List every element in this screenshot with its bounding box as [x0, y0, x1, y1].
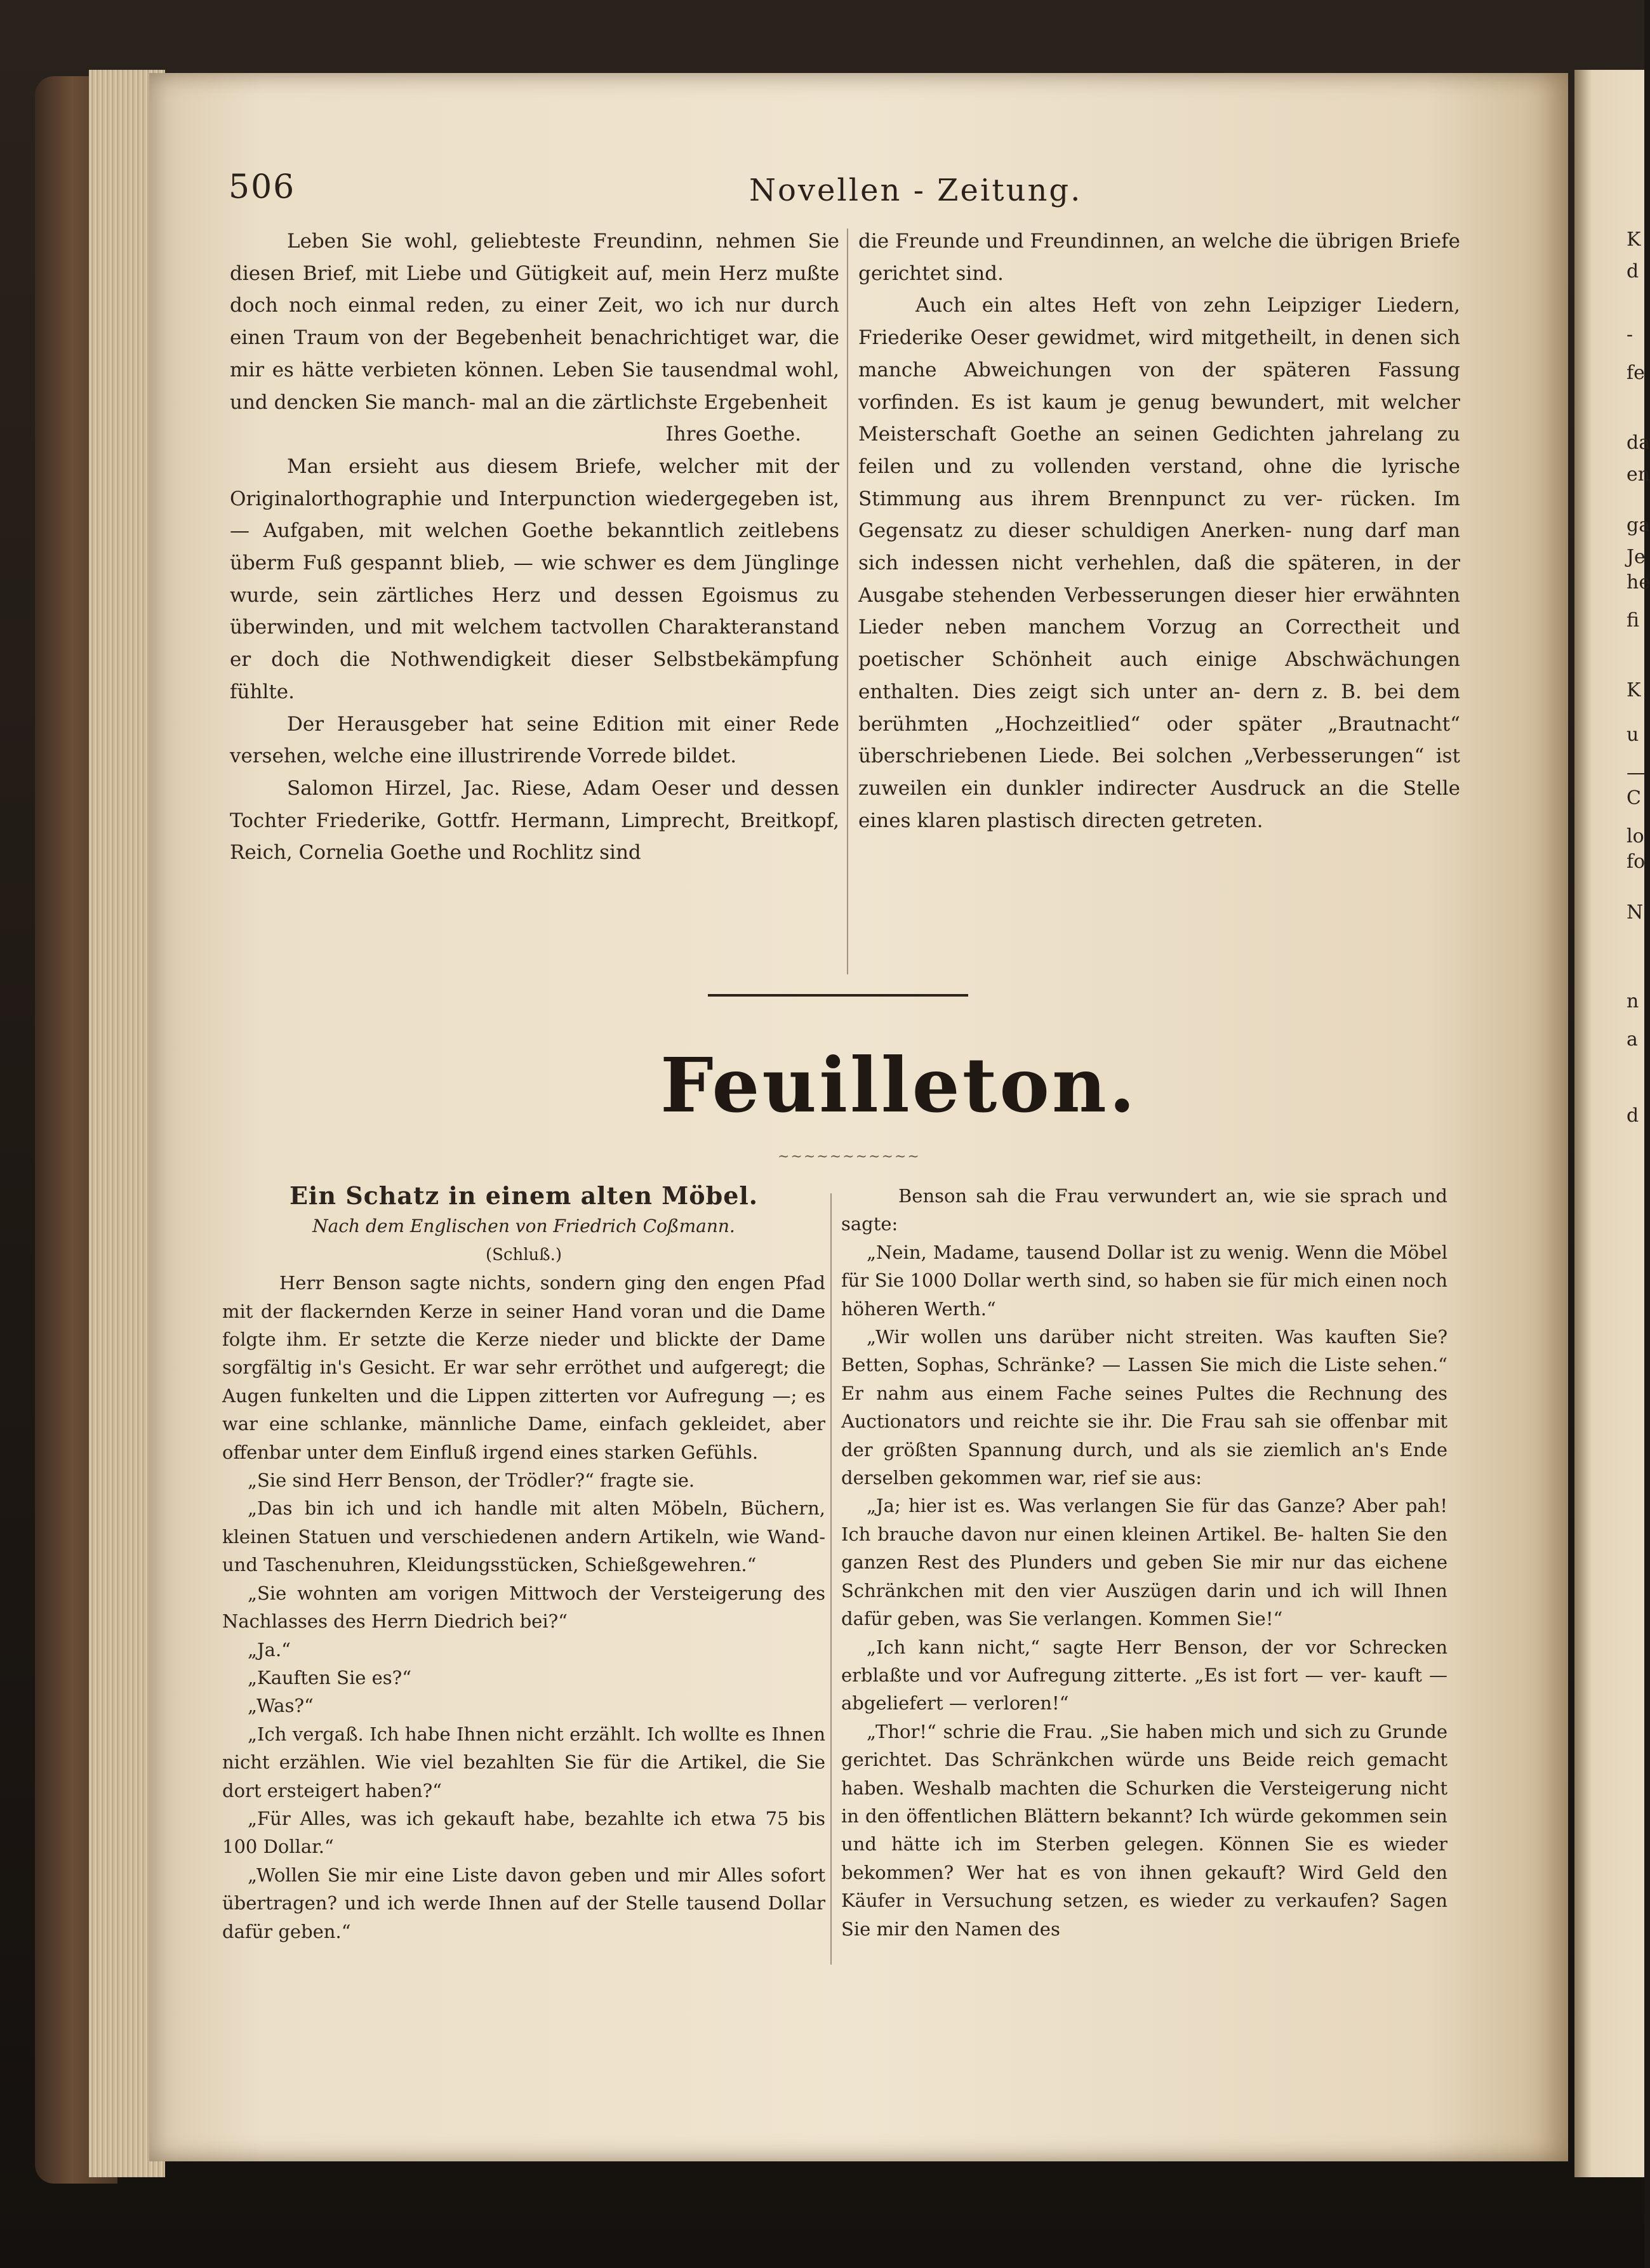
- next-page-fragment: lo: [1627, 825, 1644, 847]
- journal-title: Novellen - Zeitung.: [749, 173, 1082, 208]
- dialog-line: „Das bin ich und ich handle mit alten Möbeln, Büchern, kleinen Statuen und verschiedenen andern Artikeln, wie Wand- und Taschenuhren, Kleidungsstücken, Schießgewehren.“: [222, 1497, 825, 1576]
- story-title: Ein Schatz in einem alten Möbel.: [289, 1181, 759, 1210]
- next-page-fragment: fe: [1627, 362, 1645, 384]
- section-heading: Feuilleton.: [660, 1041, 1138, 1129]
- next-page-fragment: he: [1627, 571, 1650, 594]
- paragraph: Herr Benson sagte nichts, sondern ging den engen Pfad mit der flackernden Kerze in seiner Hand voran und die Dame folgte ihm. Er setzte die Kerze nieder und blickte der Dame sorgfältig in's Gesicht. Er war sehr erröthet und aufgeregt; die Augen funkelten und die Lippen zitterten vor Aufregung —; es war eine schlanke, männliche Dame, einfach gekleidet, aber offenbar unter dem Einfluß irgend eines starken Gefühls.: [222, 1272, 825, 1463]
- column-divider: [847, 229, 848, 974]
- dialog-line: „Ja; hier ist es. Was verlangen Sie für das Ganze? Aber pah! Ich brauche davon nur einen kleinen Artikel. Be- halten Sie den ganzen Rest des Plunders und geben Sie mir nur das eichene Schränkchen mit den vier Auszügen darin und ich will Ihnen dafür geben, was Sie verlangen. Kommen Sie!“: [841, 1495, 1447, 1630]
- ornament: ~~~~~~~~~~~: [778, 1149, 921, 1165]
- dialog-line: „Kauften Sie es?“: [248, 1666, 412, 1688]
- dialog-line: „Sie sind Herr Benson, der Trödler?“ fragte sie.: [248, 1469, 695, 1492]
- story-subtitle: Nach dem Englischen von Friedrich Coßmann.: [312, 1216, 735, 1237]
- story-continuation: (Schluß.): [485, 1245, 562, 1264]
- column-divider: [830, 1193, 832, 1965]
- paragraph: Salomon Hirzel, Jac. Riese, Adam Oeser und dessen Tochter Friederike, Gottfr. Hermann, Limprecht, Breitkopf, Reich, Cornelia Goethe und Rochlitz sind: [230, 776, 839, 865]
- letter-closing: Leben Sie wohl, geliebteste Freundinn, nehmen Sie diesen Brief, mit Liebe und Gütigkeit auf, mein Herz mußte doch noch einmal reden, zu einer Zeit, wo ich nur durch einen Traum von der Begebenheit benachrichtiget war, die mir es hätte verbieten können. Leben Sie tausendmal wohl, und dencken Sie manch- mal an die zärtlichste Ergebenheit: [230, 230, 839, 414]
- dialog-line: „Wollen Sie mir eine Liste davon geben und mir Alles sofort übertragen? und ich werde Ihnen auf der Stelle tausend Dollar dafür geben.“: [222, 1864, 825, 1942]
- next-page-fragment: Je: [1627, 546, 1646, 568]
- next-page-fragment: a: [1627, 1028, 1638, 1051]
- next-page-fragment: da: [1627, 432, 1650, 454]
- next-page-fragment: K: [1627, 679, 1641, 701]
- next-page-fragment: -: [1627, 324, 1633, 346]
- next-page-fragment: d: [1627, 1104, 1639, 1127]
- signature: Ihres Goethe.: [665, 423, 801, 446]
- next-page-fragment: ga: [1627, 514, 1650, 536]
- dialog-line: „Ja.“: [248, 1638, 291, 1661]
- dialog-line: „Für Alles, was ich gekauft habe, bezahlte ich etwa 75 bis 100 Dollar.“: [222, 1807, 825, 1858]
- paragraph: Man ersieht aus diesem Briefe, welcher mit der Originalorthographie und Interpunction wiedergegeben ist, — Aufgaben, mit welchen Goethe bekanntlich zeitlebens überm Fuß gespannt blieb, — wie schwer es dem Jünglinge wurde, sein zärtliches Herz und dessen Egoismus zu überwinden, und mit welchem tactvollen Charakteranstand er doch die Nothwendigkeit dieser Selbstbekämpfung fühlte.: [230, 454, 839, 703]
- dialog-line: „Thor!“ schrie die Frau. „Sie haben mich und sich zu Grunde gerichtet. Das Schränkchen würde uns Beide reich gemacht haben. Weshalb machten die Schurken die Versteigerung nicht in den öffentlichen Blättern bekannt? Ich würde gekommen sein und hätte ich im Sterben gelegen. Können Sie es wieder bekommen? Wer hat es von ihnen gekauft? Wird Geld den Käufer in Versuchung setzen, es wieder zu verkaufen? Sagen Sie mir den Namen des: [841, 1720, 1447, 1940]
- next-page-fragment: d: [1627, 260, 1639, 282]
- dialog-line: „Nein, Madame, tausend Dollar ist zu wenig. Wenn die Möbel für Sie 1000 Dollar werth sind, so haben sie für mich einen noch höheren Werth.“: [841, 1241, 1447, 1320]
- paragraph: Der Herausgeber hat seine Edition mit einer Rede versehen, welche eine illustrirende Vorrede bildet.: [230, 712, 839, 768]
- next-page-fragment: N: [1627, 901, 1644, 924]
- next-page-fragment: u: [1627, 724, 1639, 746]
- dialog-line: „Ich vergaß. Ich habe Ihnen nicht erzählt. Ich wollte es Ihnen nicht erzählen. Wie viel bezahlten Sie für die Artikel, die Sie dort ersteigert haben?“: [222, 1723, 825, 1801]
- page-number: 506: [229, 168, 296, 206]
- story-left-column: [222, 1182, 825, 1946]
- dialog-line: „Wir wollen uns darüber nicht streiten. Was kauften Sie? Betten, Sophas, Schränke? — Lassen Sie mich die Liste sehen.“ Er nahm aus einem Fache seines Pultes die Rechnung des Auctionators und reichte sie ihr. Die Frau sah sie offenbar mit der größten Spannung durch, und als sie ziemlich an's Ende derselben gekommen war, rief sie aus:: [841, 1326, 1447, 1489]
- paragraph: die Freunde und Freundinnen, an welche die übrigen Briefe gerichtet sind.: [858, 230, 1460, 285]
- dialog-line: „Ich kann nicht,“ sagte Herr Benson, der vor Schrecken erblaßte und vor Aufregung zitterte. „Es ist fort — ver- kauft — abgeliefert — verloren!“: [841, 1636, 1447, 1714]
- top-right-column: [858, 225, 1460, 837]
- story-right-column: [841, 1182, 1447, 1943]
- next-page-fragment: C: [1627, 787, 1641, 809]
- next-page-fragment: —: [1627, 762, 1646, 784]
- dialog-line: „Was?“: [248, 1695, 314, 1717]
- top-left-column: [230, 225, 839, 869]
- paragraph: Benson sah die Frau verwundert an, wie sie sprach und sagte:: [841, 1185, 1447, 1235]
- next-page-fragment: fo: [1627, 851, 1646, 873]
- next-page-fragment: fi: [1627, 609, 1640, 632]
- next-page-fragment: en: [1627, 463, 1650, 486]
- section-divider: [708, 994, 968, 997]
- next-page-fragment: n: [1627, 990, 1639, 1012]
- dialog-line: „Sie wohnten am vorigen Mittwoch der Versteigerung des Nachlasses des Herrn Diedrich bei?“: [222, 1582, 825, 1633]
- next-page-fragment: K: [1627, 229, 1641, 251]
- paragraph: Auch ein altes Heft von zehn Leipziger Liedern, Friederike Oeser gewidmet, wird mitgetheilt, in denen sich manche Abweichungen von der späteren Fassung vorfinden. Es ist kaum je genug bewundert, mit welcher Meisterschaft Goethe an seinen Gedichten jahrelang zu feilen und zu vollenden verstand, ohne die lyrische Stimmung aus ihrem Brennpunct zu ver- rücken. Im Gegensatz zu dieser schuldigen Anerken- nung darf man sich indessen nicht verhehlen, daß die späteren, in der Ausgabe stehenden Verbesserungen dieser hier erwähnten Lieder neben manchem Vorzug an Correctheit und poetischer Schönheit auch einige Abschwächungen enthalten. Dies zeigt sich unter an- dern z. B. bei dem berühmten „Hochzeitlied“ oder später „Brautnacht“ überschriebenen Liede. Bei solchen „Verbesserungen“ ist zuweilen ein dunkler indirecter Ausdruck an die Stelle eines klaren plastisch directen getreten.: [858, 294, 1460, 832]
